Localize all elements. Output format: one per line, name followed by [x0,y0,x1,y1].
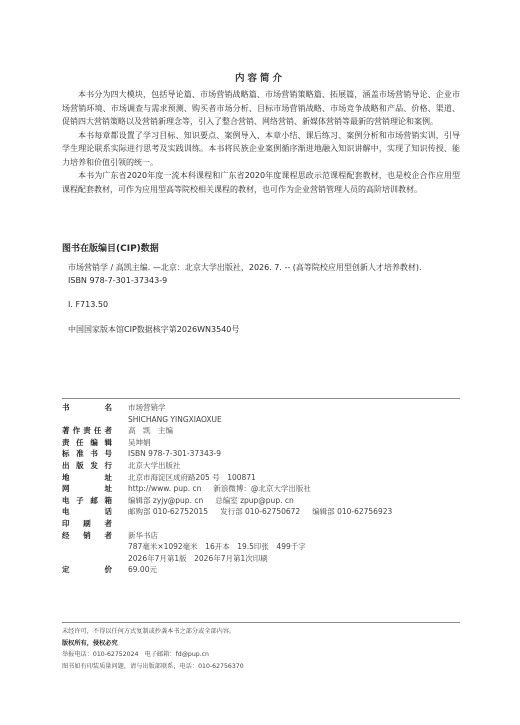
info-row-isbn [62,448,460,460]
website-link: http://www. pup. cn [128,484,202,494]
weibo-value: 新浪微博：@北京大学出版社 [213,484,311,494]
copyright-footer [62,626,460,672]
info-label: 书 名 [62,403,112,412]
info-label: 出版发行 [62,460,112,470]
summary-paragraph: 本书为广东省2020年度一流本科课程和广东省2020年度课程思政示范课程配套教材，也是校企合作应用型课程配套教材，可作为应用型高等院校相关课程的教材，也可作为企业营销管理人员的高阶培训教材。 [62,171,460,194]
info-row-address [62,472,460,484]
summary-body [62,88,460,196]
address-value: 北京市海淀区成府路205 号 100871 [128,472,256,482]
info-row-phone [62,506,460,518]
info-row-distributor [62,530,460,542]
cip-classification: Ⅰ. F713.50 [68,300,109,309]
info-row-price [62,564,460,576]
distributor-value: 新华书店 [128,530,158,540]
divider-bottom [62,622,460,623]
publication-info [62,402,460,576]
edition-value: 2026年7月第1版 2026年7月第1次印刷 [128,553,268,563]
book-title-pinyin: SHICHANG YINGXIAOXUE [128,414,222,424]
info-label: 地 址 [62,472,112,482]
info-label: 定 价 [62,565,112,575]
info-label: 电子邮箱 [62,495,112,505]
footer-notice: 未经许可，不得以任何方式复制或抄袭本书之部分或全部内容。 [62,628,236,635]
info-row-email [62,495,460,507]
info-label: 标准书号 [62,449,112,459]
book-title: 市场营销学 [128,403,166,412]
cip-line: 市场营销学 / 高凯主编. —北京：北京大学出版社，2026. 7. -- (高等院校应用型创新人才培养教材). [68,263,422,272]
phone-value-2: 发行部 010-62750672 [220,507,301,517]
email-value-2: 总编室 zpup@pup. cn [215,495,294,505]
cip-body [68,262,468,336]
info-row-spec [62,541,460,553]
info-row-edition [62,553,460,565]
phone-value: 邮购部 010-62752015 [128,507,209,517]
isbn-value: ISBN 978-7-301-37343-9 [128,449,221,459]
info-row-printer [62,518,460,530]
cip-heading: 图书在版编目(CIP)数据 [62,244,159,254]
info-row-editor [62,437,460,449]
email-value: 编辑部 zyjy@pup. cn [128,495,204,505]
cip-isbn: ISBN 978-7-301-37343-9 [68,275,168,285]
author-value: 高 凯 主编 [128,426,173,436]
footer-quality: 图书如有印装质量问题，请与出版部联系，电话：010-62756370 [62,662,244,670]
info-row-web [62,483,460,495]
info-row-author [62,425,460,437]
footer-rights: 版权所有，侵权必究 [62,639,118,647]
info-label: 网 址 [62,484,112,494]
info-label: 经 销 者 [62,530,112,540]
info-row-title [62,402,460,414]
phone-value-3: 编辑部 010-62756923 [312,507,393,517]
info-row-publisher [62,460,460,472]
cip-record-number: 中国国家版本馆CIP数据核字第2026WN3540号 [68,324,240,334]
editor-value: 吴坤娟 [128,437,151,447]
summary-title: 内容简介 [234,73,285,84]
info-row-pinyin [62,414,460,426]
divider-top [62,398,460,399]
spec-value: 787毫米×1092毫米 16开本 19.5印张 499千字 [128,542,306,552]
publisher-value: 北京大学出版社 [128,460,181,470]
summary-paragraph: 本书每章都设置了学习目标、知识要点、案例导入、本章小结、课后练习、案例分析和市场营销实训，引导学生理论联系实际进行思考及实践训练。本书将民族企业案例循序渐进地融入知识讲解中，实现了知识传授、能力培养和价值引领的统一。 [62,130,460,167]
info-label: 电 话 [62,507,112,517]
info-label: 印 刷 者 [62,518,112,528]
price-value: 69.00元 [128,565,157,575]
info-label: 著作责任者 [62,426,112,436]
info-label: 责任编辑 [62,437,112,447]
footer-report: 举报电话：010-62752024 电子邮箱：fd@pup.cn [62,651,209,658]
summary-paragraph: 本书分为四大模块，包括导论篇、市场营销战略篇、市场营销策略篇、拓展篇，涵盖市场营销导论、企业市场营销环境、市场调查与需求预测、购买者市场分析、目标市场营销战略、市场竞争战略和产品、价格、渠道、促销四大营销策略以及营销新理念等，引入了整合营销、网络营销、新媒体营销等最新的营销理论和案例。 [62,90,460,126]
